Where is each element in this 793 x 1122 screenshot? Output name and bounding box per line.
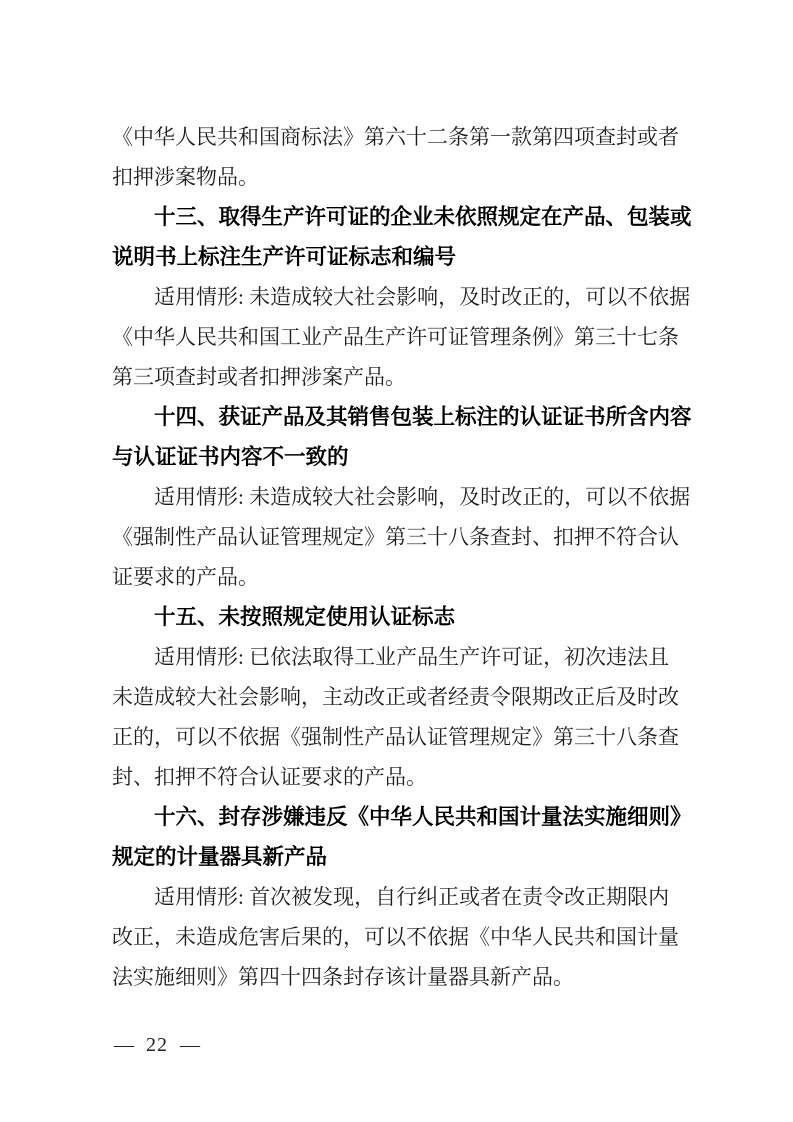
paragraph (112, 877, 690, 997)
text-line: 适用情形: 首次被发现，自行纠正或者在责令改正期限内 (154, 885, 670, 909)
text-line: 证要求的产品。 (112, 565, 259, 589)
text-line: 十三、取得生产许可证的企业未依照规定在产品、包装或 (154, 205, 692, 229)
text-line: 改正，未造成危害后果的，可以不依据《中华人民共和国计量 (112, 925, 679, 949)
text-line: 十五、未按照规定使用认证标志 (154, 605, 456, 629)
text-line: 适用情形: 未造成较大社会影响，及时改正的，可以不依据 (154, 285, 691, 309)
section-heading (112, 197, 690, 277)
page-body (112, 117, 690, 997)
page-footer (114, 1031, 200, 1059)
text-line: 《强制性产品认证管理规定》第三十八条查封、扣押不符合认 (112, 525, 679, 549)
paragraph (112, 117, 690, 197)
section-heading (112, 397, 690, 477)
text-line: 法实施细则》第四十四条封存该计量器具新产品。 (112, 965, 574, 989)
text-line: 扣押涉案物品。 (112, 165, 259, 189)
page-number: 22 (146, 1034, 168, 1056)
text-line: 《中华人民共和国工业产品生产许可证管理条例》第三十七条 (112, 325, 679, 349)
text-line: 封、扣押不符合认证要求的产品。 (112, 765, 427, 789)
section-heading (112, 597, 690, 637)
footer-dash-left: — (114, 1034, 134, 1056)
text-line: 《中华人民共和国商标法》第六十二条第一款第四项查封或者 (112, 125, 679, 149)
text-line: 十六、封存涉嫌违反《中华人民共和国计量法实施细则》 (154, 805, 692, 829)
text-line: 说明书上标注生产许可证标志和编号 (112, 245, 457, 269)
text-line: 适用情形: 已依法取得工业产品生产许可证，初次违法且 (154, 645, 670, 669)
section-heading (112, 797, 690, 877)
paragraph (112, 477, 690, 597)
paragraph (112, 277, 690, 397)
text-line: 第三项查封或者扣押涉案产品。 (112, 365, 406, 389)
text-line: 规定的计量器具新产品 (112, 845, 328, 869)
footer-dash-right: — (180, 1034, 200, 1056)
text-line: 未造成较大社会影响，主动改正或者经责令限期改正后及时改 (112, 685, 679, 709)
paragraph (112, 637, 690, 797)
text-line: 适用情形: 未造成较大社会影响，及时改正的，可以不依据 (154, 485, 691, 509)
text-line: 十四、获证产品及其销售包装上标注的认证证书所含内容 (154, 405, 692, 429)
text-line: 正的，可以不依据《强制性产品认证管理规定》第三十八条查 (112, 725, 679, 749)
text-line: 与认证证书内容不一致的 (112, 445, 349, 469)
